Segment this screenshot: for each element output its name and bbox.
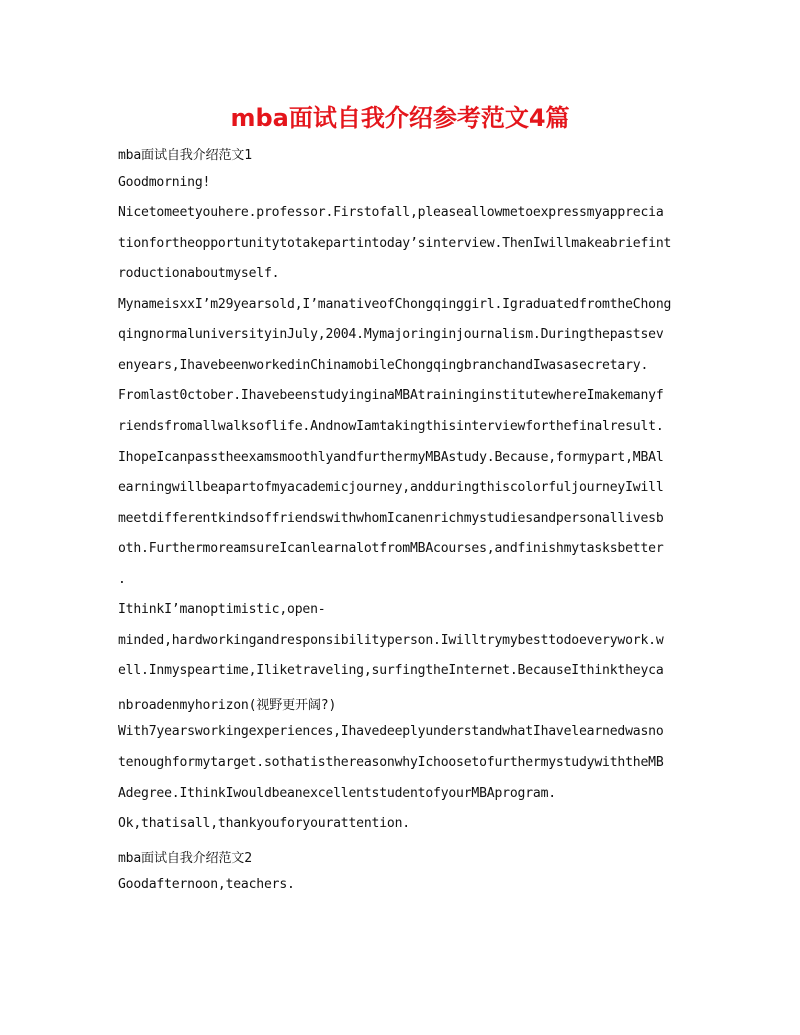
- document-title: mba面试自我介绍参考范文4篇: [230, 104, 570, 132]
- document-line: oth.FurthermoreamsureIcanlearnalotfromMBAcourses,andfinishmytasksbetter: [118, 541, 664, 557]
- document-line: riendsfromallwalksoflife.AndnowIamtakingthisinterviewforthefinalresult.: [118, 418, 664, 434]
- document-line: nbroadenmyhorizon(视野更开阔?): [118, 697, 337, 713]
- document-line: enyears,IhavebeenworkedinChinamobileChongqingbranchandIwasasecretary.: [118, 357, 649, 373]
- document-line: IthinkI’manoptimistic,open-: [118, 602, 326, 618]
- document-line: qingnormaluniversityinJuly,2004.Mymajoringinjournalism.Duringthepastsev: [118, 327, 664, 343]
- document-line: meetdifferentkindsoffriendswithwhomIcanenrichmystudiesandpersonallivesb: [118, 510, 664, 526]
- document-line: minded,hardworkingandresponsibilityperson.Iwilltrymybesttodoeverywork.w: [118, 632, 664, 648]
- document-line: .: [118, 571, 126, 587]
- document-line: tionfortheopportunitytotakepartintoday’sinterview.ThenIwillmakeabriefint: [118, 235, 672, 251]
- document-line: Goodmorning!: [118, 174, 211, 190]
- document-line: tenoughformytarget.sothatisthereasonwhyIchoosetofurthermystudywiththeMB: [118, 755, 664, 770]
- document-line: Ok,thatisall,thankyouforyourattention.: [118, 816, 410, 832]
- document-line: Nicetomeetyouhere.professor.Firstofall,pleaseallowmetoexpressmyapprecia: [118, 205, 664, 221]
- document-line: roductionaboutmyself.: [118, 266, 280, 282]
- document-line: With7yearsworkingexperiences,IhavedeeplyunderstandwhatIhavelearnedwasno: [118, 724, 664, 740]
- document-line: mba面试自我介绍范文1: [118, 148, 252, 163]
- document-line: Goodafternoon,teachers.: [118, 877, 295, 893]
- document-line: ell.Inmyspeartime,Iliketraveling,surfingtheInternet.BecauseIthinktheyca: [118, 663, 664, 679]
- document-line: Adegree.IthinkIwouldbeanexcellentstudentofyourMBAprogram.: [118, 785, 556, 801]
- document-line: mba面试自我介绍范文2: [118, 850, 252, 866]
- document-line: IhopeIcanpasstheexamsmoothlyandfurthermyMBAstudy.Because,formypart,MBAl: [118, 449, 664, 465]
- document-line: earningwillbeapartofmyacademicjourney,andduringthiscolorfuljourneyIwill: [118, 480, 664, 496]
- document-line: MynameisxxI’m29yearsold,I’manativeofChongqinggirl.IgraduatedfromtheChong: [118, 296, 672, 312]
- document-line: Fromlast0ctober.IhavebeenstudyinginaMBAtraininginstitutewhereImakemanyf: [118, 388, 664, 404]
